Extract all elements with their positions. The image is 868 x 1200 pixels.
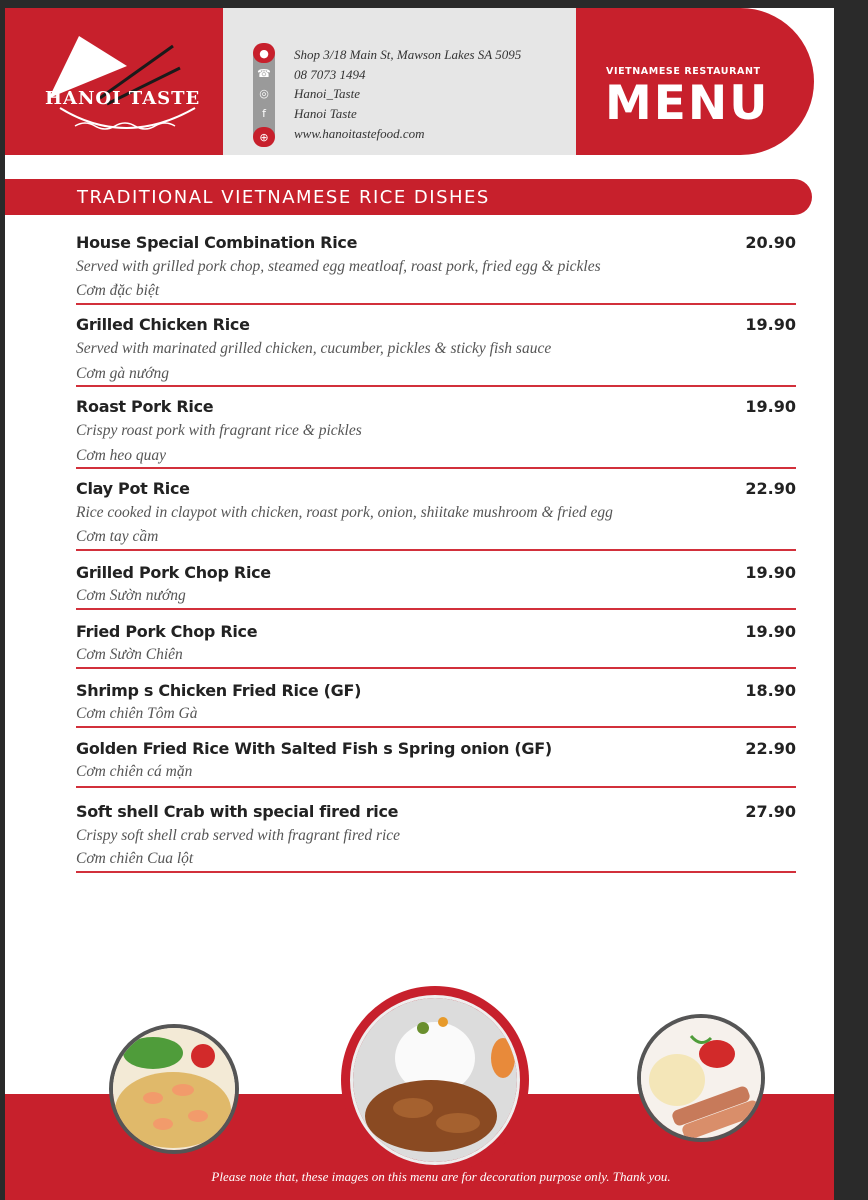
item-vietnamese-name: Cơm heo quay [76, 447, 167, 464]
menu-item [76, 621, 796, 669]
item-vietnamese-name: Cơm tay cầm [76, 528, 159, 545]
logo-hat-icon [5, 8, 223, 155]
contact-facebook: Hanoi Taste [294, 106, 357, 122]
item-price: 22.90 [745, 739, 796, 758]
item-price: 19.90 [745, 563, 796, 582]
contact-details [294, 45, 521, 143]
menu-page [5, 8, 834, 1200]
item-vietnamese-name: Cơm Sườn Chiên [76, 646, 183, 663]
roast-pork-photo [637, 1014, 765, 1142]
logo-panel [5, 8, 223, 155]
item-vietnamese-name: Cơm chiên cá mặn [76, 763, 193, 780]
contact-instagram: Hanoi_Taste [294, 86, 360, 102]
pork-chop-rice-photo-frame [341, 986, 529, 1174]
viewer-top-strip [0, 0, 868, 8]
item-price: 19.90 [745, 315, 796, 334]
item-name: Shrimp s Chicken Fried Rice (GF) [76, 681, 362, 700]
menu-item [76, 801, 796, 873]
contact-phone: 08 7073 1494 [294, 66, 366, 82]
section-title: TRADITIONAL VIETNAMESE RICE DISHES [77, 187, 490, 208]
contact-website: www.hanoitastefood.com [294, 125, 425, 141]
menu-item [76, 396, 796, 469]
item-price: 22.90 [745, 479, 796, 498]
contact-address: Shop 3/18 Main St, Mawson Lakes SA 5095 [294, 47, 522, 62]
item-price: 27.90 [745, 802, 796, 821]
item-price: 20.90 [745, 233, 796, 252]
item-vietnamese-name: Cơm gà nướng [76, 365, 170, 382]
item-description: Crispy roast pork with fragrant rice & pickles [76, 422, 362, 439]
facebook-icon: f [262, 106, 266, 120]
item-name: Golden Fried Rice With Salted Fish s Spring onion (GF) [76, 739, 552, 758]
menu-item [76, 680, 796, 728]
footer-disclaimer: Please note that, these images on this menu are for decoration purpose only. Thank you. [211, 1169, 671, 1184]
pork-chop-rice-image [353, 998, 517, 1162]
item-description: Rice cooked in claypot with chicken, roast pork, onion, shiitake mushroom & fried egg [76, 504, 613, 521]
menu-item [76, 314, 796, 387]
restaurant-type-label: VIETNAMESE RESTAURANT [606, 66, 761, 77]
menu-item [76, 562, 796, 610]
menu-title-panel [576, 8, 814, 155]
item-name: Grilled Pork Chop Rice [76, 563, 271, 582]
contact-icon-column [253, 44, 275, 146]
logo-text: HANOI TASTE [45, 88, 201, 109]
item-name: Roast Pork Rice [76, 397, 214, 416]
item-description: Served with marinated grilled chicken, cucumber, pickles & sticky fish sauce [76, 340, 552, 357]
item-price: 19.90 [745, 397, 796, 416]
pork-chop-rice-photo [350, 995, 520, 1165]
item-description: Served with grilled pork chop, steamed egg meatloaf, roast pork, fried egg & pickles [76, 258, 601, 275]
globe-icon: ⊕ [253, 127, 275, 147]
menu-item [76, 478, 796, 551]
section-header [5, 179, 812, 215]
item-description: Crispy soft shell crab served with fragrant fired rice [76, 827, 401, 844]
menu-item [76, 232, 796, 305]
item-price: 19.90 [745, 622, 796, 641]
item-vietnamese-name: Cơm chiên Cua lột [76, 850, 194, 867]
viewer-right-strip [834, 0, 868, 1200]
item-name: Fried Pork Chop Rice [76, 622, 258, 641]
item-vietnamese-name: Cơm đặc biệt [76, 282, 160, 299]
item-vietnamese-name: Cơm Sườn nướng [76, 587, 186, 604]
instagram-icon: ◎ [259, 86, 269, 100]
item-name: Soft shell Crab with special fired rice [76, 802, 399, 821]
roast-pork-image [641, 1018, 761, 1138]
phone-icon: ☎ [257, 66, 271, 80]
fried-rice-photo [109, 1024, 239, 1154]
menu-title: MENU [605, 76, 770, 131]
location-pin-icon: ● [253, 43, 275, 63]
item-name: House Special Combination Rice [76, 233, 358, 252]
fried-rice-image [113, 1028, 235, 1150]
contact-panel [223, 8, 576, 155]
menu-item [76, 738, 796, 788]
item-name: Grilled Chicken Rice [76, 315, 250, 334]
item-vietnamese-name: Cơm chiên Tôm Gà [76, 705, 198, 722]
item-price: 18.90 [745, 681, 796, 700]
item-name: Clay Pot Rice [76, 479, 190, 498]
